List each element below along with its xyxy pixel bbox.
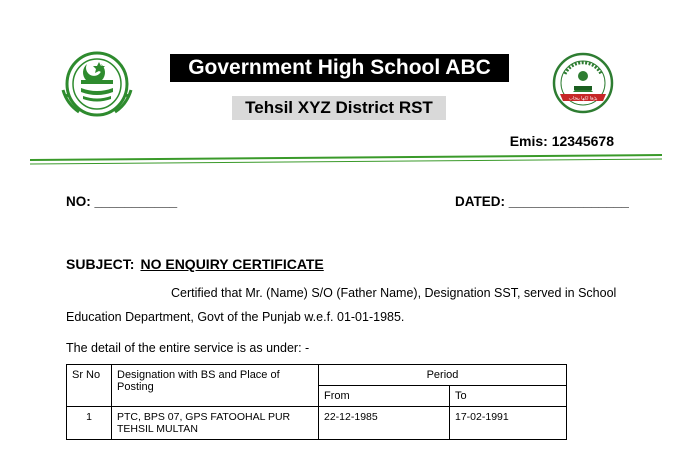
table-row: [67, 407, 567, 440]
emis-number: Emis: 12345678: [509, 133, 614, 149]
seal-motto-text: پڑھا لکھا پنجاب: [568, 96, 598, 102]
row-from-date: 22-12-1985: [319, 407, 450, 440]
subject-label: SUBJECT:: [66, 256, 135, 272]
table-header-row: [67, 365, 567, 386]
row-designation: PTC, BPS 07, GPS FATOOHAL PUR TEHSIL MULTAN: [112, 407, 319, 440]
subject-line: [66, 256, 324, 272]
header-divider-rule: [0, 0, 680, 170]
letter-date-field: DATED: ________________: [455, 194, 629, 209]
subject-text: NO ENQUIRY CERTIFICATE: [140, 256, 324, 272]
designation-header: Designation with BS and Place of Posting: [112, 365, 319, 407]
row-sr-no: 1: [67, 407, 112, 440]
letter-number-field: NO: ___________: [66, 194, 178, 209]
service-detail-table: [66, 364, 567, 440]
service-detail-intro: The detail of the entire service is as under: -: [66, 341, 310, 355]
to-header: To: [450, 386, 567, 407]
from-header: From: [319, 386, 450, 407]
school-name-title: Government High School ABC: [170, 54, 509, 82]
certification-paragraph-line-2: Education Department, Govt of the Punjab w.e.f. 01-01-1985.: [66, 310, 405, 324]
period-header: Period: [319, 365, 567, 386]
tehsil-district-subtitle: Tehsil XYZ District RST: [232, 96, 446, 120]
certification-paragraph-line-1: Certified that Mr. (Name) S/O (Father Name), Designation SST, served in School: [171, 286, 617, 300]
row-to-date: 17-02-1991: [450, 407, 567, 440]
sr-no-header: Sr No: [67, 365, 112, 407]
